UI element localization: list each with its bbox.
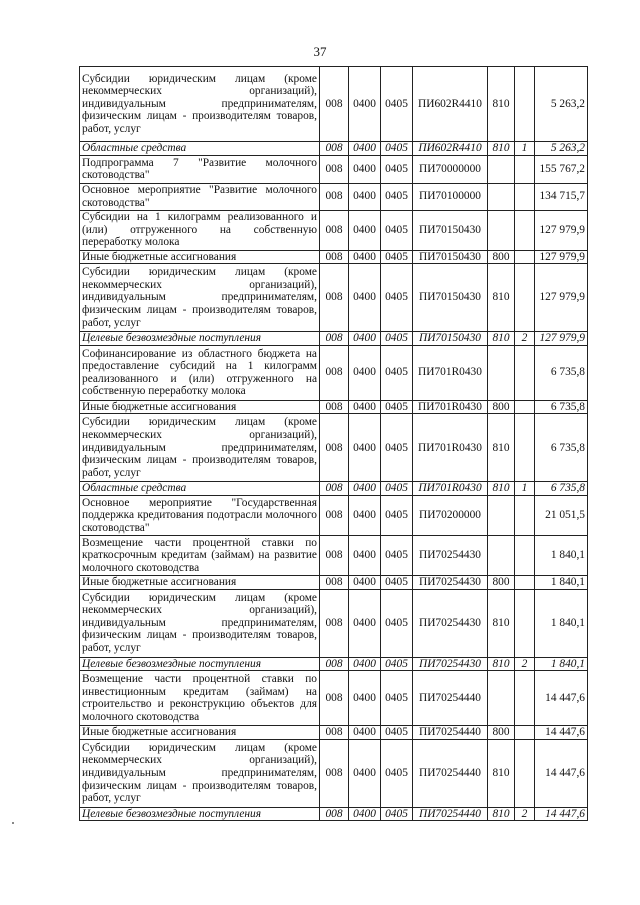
amount: 1 840,1 [535,589,588,657]
table-row [80,495,588,535]
expense-type-code: 800 [488,575,515,589]
ministry-code: 008 [320,739,349,807]
amount: 155 767,2 [535,155,588,183]
section-code: 0400 [349,345,381,400]
table-row [80,345,588,400]
ministry-code: 008 [320,332,349,346]
table-row [80,807,588,821]
table-row [80,482,588,496]
section-code: 0400 [349,671,381,726]
subsection-code: 0405 [381,482,413,496]
section-code: 0400 [349,250,381,264]
expense-type-code: 810 [488,332,515,346]
row-name: Субсидии юридическим лицам (кроме некоммерческих организаций), индивидуальным предпринимателям, физическим лицам - производителям товаров, работ, услуг [80,67,320,142]
funding-source-code: 2 [515,332,535,346]
section-code: 0400 [349,264,381,332]
table-row [80,332,588,346]
ministry-code: 008 [320,657,349,671]
funding-source-code [515,726,535,740]
ministry-code: 008 [320,183,349,210]
expense-type-code: 800 [488,726,515,740]
table-row [80,155,588,183]
row-name: Целевые безвозмездные поступления [80,657,320,671]
subsection-code: 0405 [381,400,413,414]
amount: 134 715,7 [535,183,588,210]
row-name: Субсидии юридическим лицам (кроме некоммерческих организаций), индивидуальным предпринимателям, физическим лицам - производителям товаров, работ, услуг [80,414,320,482]
row-name: Возмещение части процентной ставки по краткосрочным кредитам (займам) на развитие молочного скотоводства [80,535,320,575]
amount: 6 735,8 [535,345,588,400]
table-row [80,726,588,740]
budget-table [79,66,588,821]
target-article-code: ПИ70254440 [413,726,488,740]
expense-type-code [488,671,515,726]
amount: 1 840,1 [535,575,588,589]
expense-type-code: 800 [488,400,515,414]
funding-source-code [515,345,535,400]
subsection-code: 0405 [381,210,413,250]
target-article-code: ПИ701R0430 [413,482,488,496]
amount: 14 447,6 [535,739,588,807]
subsection-code: 0405 [381,414,413,482]
funding-source-code [515,400,535,414]
table-row [80,142,588,156]
section-code: 0400 [349,726,381,740]
subsection-code: 0405 [381,535,413,575]
row-name: Основное мероприятие "Государственная поддержка кредитования подотрасли молочного скотоводства" [80,495,320,535]
table-row [80,67,588,142]
funding-source-code: 2 [515,657,535,671]
section-code: 0400 [349,183,381,210]
expense-type-code [488,155,515,183]
amount: 1 840,1 [535,657,588,671]
section-code: 0400 [349,739,381,807]
amount: 6 735,8 [535,482,588,496]
amount: 127 979,9 [535,332,588,346]
subsection-code: 0405 [381,250,413,264]
subsection-code: 0405 [381,67,413,142]
ministry-code: 008 [320,155,349,183]
subsection-code: 0405 [381,726,413,740]
ministry-code: 008 [320,264,349,332]
amount: 6 735,8 [535,414,588,482]
expense-type-code: 810 [488,807,515,821]
target-article-code: ПИ602R4410 [413,142,488,156]
amount: 14 447,6 [535,807,588,821]
target-article-code: ПИ701R0430 [413,400,488,414]
table-row [80,250,588,264]
expense-type-code: 810 [488,482,515,496]
section-code: 0400 [349,807,381,821]
funding-source-code [515,671,535,726]
target-article-code: ПИ70254430 [413,657,488,671]
subsection-code: 0405 [381,183,413,210]
target-article-code: ПИ70254440 [413,807,488,821]
funding-source-code [515,575,535,589]
target-article-code: ПИ701R0430 [413,414,488,482]
budget-table-body [80,67,588,821]
row-name: Областные средства [80,482,320,496]
page-number: 37 [313,44,327,59]
row-name: Субсидии юридическим лицам (кроме некоммерческих организаций), индивидуальным предпринимателям, физическим лицам - производителям товаров, работ, услуг [80,739,320,807]
table-row [80,535,588,575]
funding-source-code [515,250,535,264]
section-code: 0400 [349,400,381,414]
ministry-code: 008 [320,67,349,142]
section-code: 0400 [349,210,381,250]
funding-source-code [515,739,535,807]
table-row [80,575,588,589]
section-code: 0400 [349,575,381,589]
target-article-code: ПИ70150430 [413,264,488,332]
expense-type-code: 810 [488,657,515,671]
ministry-code: 008 [320,414,349,482]
ministry-code: 008 [320,726,349,740]
row-name: Возмещение части процентной ставки по инвестиционным кредитам (займам) на строительство и реконструкцию объектов для молочного скотоводства [80,671,320,726]
target-article-code: ПИ602R4410 [413,67,488,142]
amount: 5 263,2 [535,142,588,156]
funding-source-code [515,414,535,482]
amount: 14 447,6 [535,671,588,726]
subsection-code: 0405 [381,495,413,535]
expense-type-code [488,535,515,575]
section-code: 0400 [349,589,381,657]
ministry-code: 008 [320,535,349,575]
row-name: Иные бюджетные ассигнования [80,575,320,589]
table-row [80,400,588,414]
funding-source-code: 2 [515,807,535,821]
target-article-code: ПИ70254440 [413,739,488,807]
target-article-code: ПИ70150430 [413,250,488,264]
subsection-code: 0405 [381,142,413,156]
ministry-code: 008 [320,210,349,250]
row-name: Субсидии на 1 килограмм реализованного и (или) отгруженного на собственную переработку молока [80,210,320,250]
subsection-code: 0405 [381,671,413,726]
row-name: Основное мероприятие "Развитие молочного скотоводства" [80,183,320,210]
row-name: Подпрограмма 7 "Развитие молочного скотоводства" [80,155,320,183]
funding-source-code [515,183,535,210]
amount: 127 979,9 [535,210,588,250]
amount: 127 979,9 [535,264,588,332]
target-article-code: ПИ701R0430 [413,345,488,400]
expense-type-code [488,183,515,210]
target-article-code: ПИ70254430 [413,589,488,657]
target-article-code: ПИ70100000 [413,183,488,210]
table-row [80,671,588,726]
amount: 1 840,1 [535,535,588,575]
subsection-code: 0405 [381,657,413,671]
funding-source-code: 1 [515,482,535,496]
funding-source-code [515,495,535,535]
amount: 6 735,8 [535,400,588,414]
funding-source-code [515,264,535,332]
table-row [80,589,588,657]
target-article-code: ПИ70150430 [413,210,488,250]
row-name: Субсидии юридическим лицам (кроме некоммерческих организаций), индивидуальным предпринимателям, физическим лицам - производителям товаров, работ, услуг [80,589,320,657]
expense-type-code: 810 [488,589,515,657]
target-article-code: ПИ70150430 [413,332,488,346]
ministry-code: 008 [320,142,349,156]
row-name: Иные бюджетные ассигнования [80,726,320,740]
subsection-code: 0405 [381,575,413,589]
subsection-code: 0405 [381,807,413,821]
amount: 21 051,5 [535,495,588,535]
ministry-code: 008 [320,575,349,589]
section-code: 0400 [349,657,381,671]
subsection-code: 0405 [381,589,413,657]
target-article-code: ПИ70254430 [413,535,488,575]
section-code: 0400 [349,67,381,142]
subsection-code: 0405 [381,345,413,400]
section-code: 0400 [349,155,381,183]
table-row [80,739,588,807]
row-name: Иные бюджетные ассигнования [80,250,320,264]
section-code: 0400 [349,495,381,535]
ministry-code: 008 [320,589,349,657]
section-code: 0400 [349,142,381,156]
funding-source-code [515,67,535,142]
row-name: Иные бюджетные ассигнования [80,400,320,414]
amount: 14 447,6 [535,726,588,740]
target-article-code: ПИ70200000 [413,495,488,535]
ministry-code: 008 [320,345,349,400]
table-row [80,414,588,482]
subsection-code: 0405 [381,739,413,807]
target-article-code: ПИ70254430 [413,575,488,589]
row-name: Областные средства [80,142,320,156]
ministry-code: 008 [320,250,349,264]
row-name: Софинансирование из областного бюджета на предоставление субсидий на 1 килограмм реализованного и (или) отгруженного на собственную переработку молока [80,345,320,400]
subsection-code: 0405 [381,155,413,183]
expense-type-code: 810 [488,142,515,156]
section-code: 0400 [349,332,381,346]
expense-type-code [488,345,515,400]
row-name: Субсидии юридическим лицам (кроме некоммерческих организаций), индивидуальным предпринимателям, физическим лицам - производителям товаров, работ, услуг [80,264,320,332]
row-name: Целевые безвозмездные поступления [80,807,320,821]
funding-source-code [515,535,535,575]
expense-type-code [488,495,515,535]
ministry-code: 008 [320,807,349,821]
table-row [80,657,588,671]
amount: 5 263,2 [535,67,588,142]
subsection-code: 0405 [381,264,413,332]
amount: 127 979,9 [535,250,588,264]
ministry-code: 008 [320,482,349,496]
section-code: 0400 [349,535,381,575]
funding-source-code: 1 [515,142,535,156]
row-name: Целевые безвозмездные поступления [80,332,320,346]
target-article-code: ПИ70000000 [413,155,488,183]
table-row [80,264,588,332]
section-code: 0400 [349,482,381,496]
expense-type-code: 810 [488,739,515,807]
section-code: 0400 [349,414,381,482]
ministry-code: 008 [320,495,349,535]
ministry-code: 008 [320,400,349,414]
funding-source-code [515,210,535,250]
funding-source-code [515,155,535,183]
table-row [80,210,588,250]
target-article-code: ПИ70254440 [413,671,488,726]
expense-type-code [488,210,515,250]
ministry-code: 008 [320,671,349,726]
expense-type-code: 810 [488,414,515,482]
subsection-code: 0405 [381,332,413,346]
funding-source-code [515,589,535,657]
expense-type-code: 810 [488,264,515,332]
table-row [80,183,588,210]
expense-type-code: 810 [488,67,515,142]
scan-speck [12,822,14,824]
expense-type-code: 800 [488,250,515,264]
